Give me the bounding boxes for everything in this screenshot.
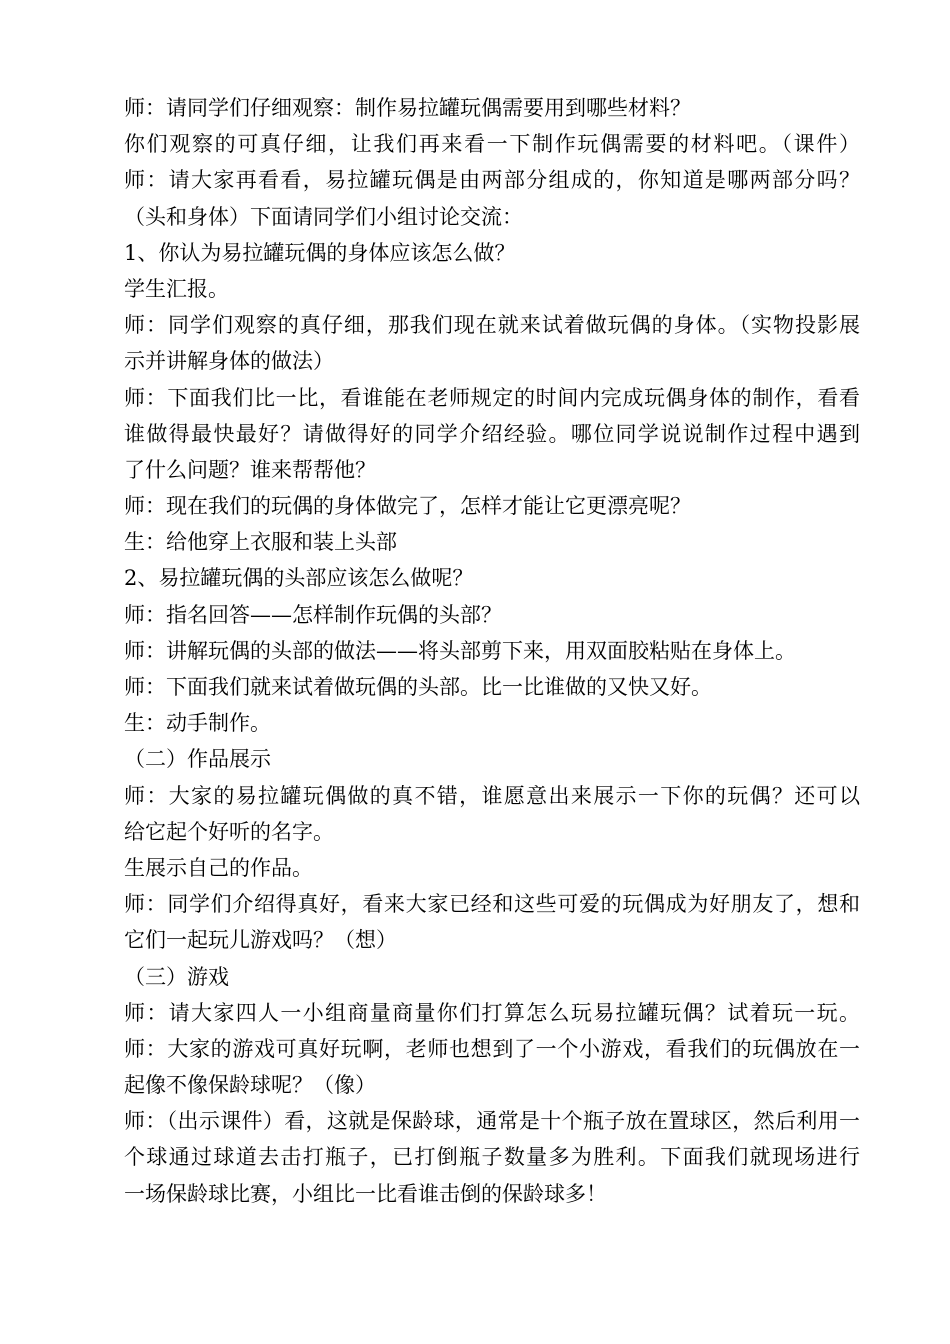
paragraph-line: 谁做得最快最好？请做得好的同学介绍经验。哪位同学说说制作过程中遇到 <box>124 421 860 446</box>
paragraph-line: 示并讲解身体的做法） <box>124 349 334 374</box>
section-heading: （二）作品展示 <box>124 747 271 772</box>
paragraph-line: 师：下面我们就来试着做玩偶的头部。比一比谁做的又快又好。 <box>124 675 712 699</box>
paragraph-line: 师：大家的游戏可真好玩啊，老师也想到了一个小游戏，看我们的玩偶放在一 <box>124 1036 860 1061</box>
paragraph-line: 一场保龄球比赛，小组比一比看谁击倒的保龄球多！ <box>124 1181 607 1206</box>
paragraph-line: （头和身体）下面请同学们小组讨论交流： <box>124 204 523 229</box>
paragraph-line: 1、你认为易拉罐玩偶的身体应该怎么做？ <box>124 240 516 265</box>
document-body <box>124 90 860 1212</box>
paragraph-line: 生：给他穿上衣服和装上头部 <box>124 530 397 555</box>
paragraph-line: 师：请同学们仔细观察：制作易拉罐玩偶需要用到哪些材料？ <box>124 96 691 120</box>
paragraph-line: 了什么问题？谁来帮帮他？ <box>124 457 376 482</box>
paragraph-line: 学生汇报。 <box>124 276 229 301</box>
paragraph-line: 师：请大家再看看，易拉罐玩偶是由两部分组成的，你知道是哪两部分吗？ <box>124 168 860 193</box>
paragraph-line: 师：现在我们的玩偶的身体做完了，怎样才能让它更漂亮呢？ <box>124 494 691 519</box>
paragraph-line: 起像不像保龄球呢？（像） <box>124 1073 376 1098</box>
paragraph-line: 师：讲解玩偶的头部的做法——将头部剪下来，用双面胶粘贴在身体上。 <box>124 638 796 663</box>
paragraph-line: 师：（出示课件）看，这就是保龄球，通常是十个瓶子放在置球区，然后利用一 <box>124 1109 860 1134</box>
section-heading: （三）游戏 <box>124 964 229 989</box>
paragraph-line: 2、易拉罐玩偶的头部应该怎么做呢？ <box>124 566 474 591</box>
paragraph-line: 师：请大家四人一小组商量商量你们打算怎么玩易拉罐玩偶？试着玩一玩。 <box>124 1000 860 1025</box>
paragraph-line: 师：同学们介绍得真好，看来大家已经和这些可爱的玩偶成为好朋友了，想和 <box>124 892 860 917</box>
paragraph-line: 个球通过球道去击打瓶子，已打倒瓶子数量多为胜利。下面我们就现场进行 <box>124 1145 860 1170</box>
paragraph-line: 它们一起玩儿游戏吗？（想） <box>124 928 397 953</box>
paragraph-line: 师：大家的易拉罐玩偶做的真不错，谁愿意出来展示一下你的玩偶？还可以 <box>124 783 860 808</box>
paragraph-line: 生：动手制作。 <box>124 711 271 736</box>
paragraph-line: 师：同学们观察的真仔细，那我们现在就来试着做玩偶的身体。（实物投影展 <box>124 313 860 338</box>
paragraph-line: 生展示自己的作品。 <box>124 855 313 880</box>
paragraph-line: 你们观察的可真仔细，让我们再来看一下制作玩偶需要的材料吧。（课件） <box>124 132 860 157</box>
paragraph-line: 师：下面我们比一比，看谁能在老师规定的时间内完成玩偶身体的制作，看看 <box>124 385 860 410</box>
paragraph-line: 师：指名回答——怎样制作玩偶的头部？ <box>124 602 502 627</box>
paragraph-line: 给它起个好听的名字。 <box>124 819 334 844</box>
